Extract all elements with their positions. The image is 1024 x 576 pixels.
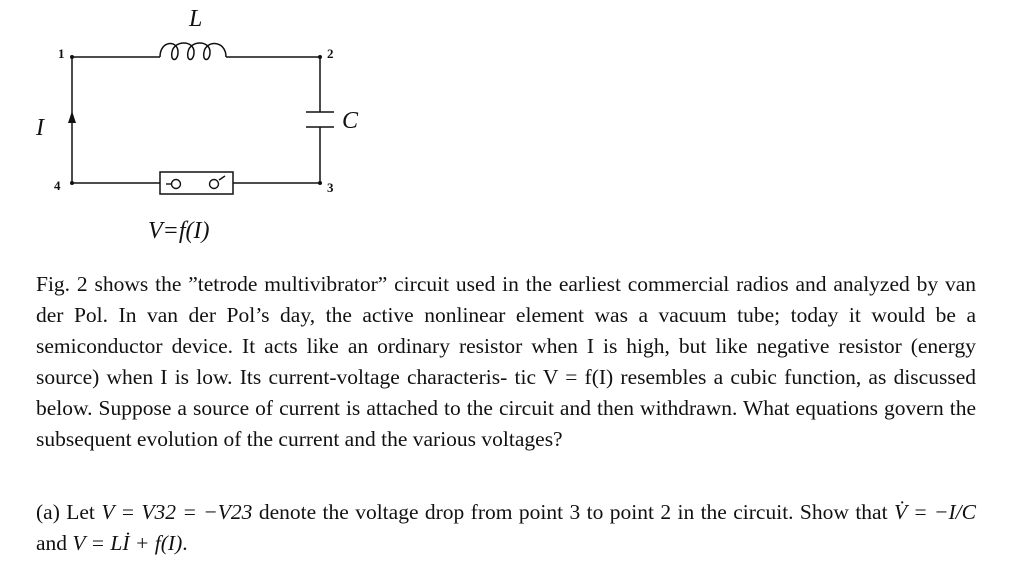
node-dot-1: [70, 55, 74, 59]
paragraph-description: Fig. 2 shows the ”tetrode multivibrator” circuit used in the earliest commercial radios and analyzed by van der Pol. In van der Pol’s day, the active nonlinear element was a vacuum tube; today it would be a semiconductor device. It acts like an ordinary resistor when I is high, but like negative resistor (energy source) when I is low. Its current-voltage characteris- tic V = f(I) resembles a cubic function, as discussed below. Suppose a source of current is attached to the circuit and then withdrawn. What equations govern the subsequent evolution of the current and the various voltages?: [36, 272, 976, 451]
question-middle-text: denote the voltage drop from point 3 to point 2 in the circuit. Show that: [252, 500, 894, 524]
equation-capacitor: V̇ = −I/C: [893, 500, 976, 524]
element-relation: V=f(I): [148, 218, 210, 244]
current-label: I: [36, 115, 44, 141]
node-label-3: 3: [327, 180, 334, 195]
question-and-text: and: [36, 531, 73, 555]
node-label-4: 4: [54, 178, 61, 193]
inductor-coil: [160, 43, 226, 60]
equation-voltage-definition: V = V32 = −V23: [101, 500, 253, 524]
equation-inductor: V = Lİ + f(I): [72, 531, 183, 555]
node-dot-2: [318, 55, 322, 59]
question-end: .: [182, 531, 188, 555]
capacitor-label: C: [342, 108, 359, 134]
node-dot-3: [318, 181, 322, 185]
current-arrow: [68, 111, 76, 123]
terminal-left: [172, 180, 181, 189]
node-label-2: 2: [327, 46, 334, 61]
paragraph-question-a: [36, 497, 976, 559]
terminal-right: [210, 180, 219, 189]
circuit-diagram: [0, 0, 400, 260]
node-label-1: 1: [58, 46, 65, 61]
terminal-right-lead: [219, 176, 225, 180]
inductor-label: L: [189, 6, 203, 32]
node-dot-4: [70, 181, 74, 185]
question-part-prefix: (a) Let: [36, 500, 102, 524]
